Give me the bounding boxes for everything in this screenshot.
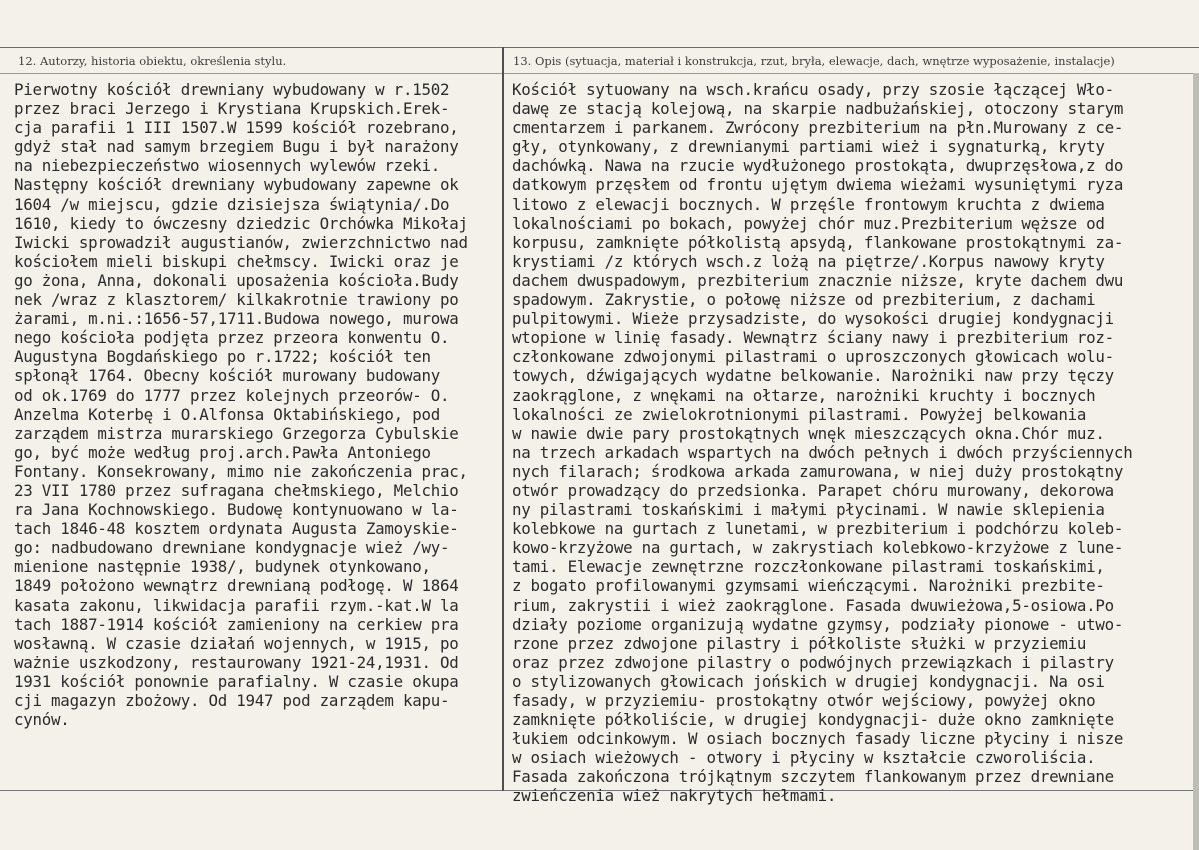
text-line: ważnie uszkodzony, restaurowany 1921-24,1931. Od bbox=[14, 652, 459, 672]
text-line: towych, dźwigających wydatne belkowanie. Narożniki naw przy tęczy bbox=[512, 366, 1114, 386]
text-line: Pierwotny kościół drewniany wybudowany w r.1502 bbox=[14, 80, 450, 99]
text-line: od ok.1769 do 1777 przez kolejnych przeorów- O. bbox=[14, 385, 450, 405]
text-line: 1604 /w miejscu, gdzie dzisiejsza świątynia/.Do bbox=[14, 194, 450, 214]
text-line: cja parafii 1 III 1507.W 1599 kościół rozebrano, bbox=[14, 118, 459, 138]
text-line: działy poziome organizują wydatne gzymsy, podziały pionowe - utwo- bbox=[512, 614, 1124, 634]
text-line: tami. Elewacje zewnętrzne rozczłonkowane pilastrami toskańskimi, bbox=[512, 557, 1105, 577]
text-line: kościołem mieli biskupi chełmscy. Iwicki oraz je bbox=[14, 251, 459, 271]
text-line: ny pilastrami toskańskimi i małymi płycinami. W nawie sklepienia bbox=[512, 500, 1105, 520]
text-line: go, być może według proj.arch.Pawła Antoniego bbox=[14, 442, 431, 462]
text-line: tach 1887-1914 kościół zamieniony na cerkiew pra bbox=[14, 614, 459, 634]
text-line: 23 VII 1780 przez sufragana chełmskiego, Melchio bbox=[14, 480, 459, 500]
text-line: na trzech arkadach wspartych na dwóch pełnych i dwóch przyściennych bbox=[512, 442, 1133, 462]
text-line: członkowane zdwojonymi pilastrami o uproszczonych głowicach wolu- bbox=[512, 347, 1114, 367]
text-line: kolebkowe na gurtach z lunetami, w prezbiterium i podchórzu koleb- bbox=[512, 519, 1124, 539]
text-line: gdyż stał nad samym brzegiem Bugu i był narażony bbox=[14, 137, 459, 157]
section-13-heading: 13. Opis (sytuacja, materiał i konstrukcja, rzut, bryła, elewacje, dach, wnętrze wyposażenie, instalacje) bbox=[513, 54, 1115, 68]
text-line: otwór prowadzący do przedsionka. Parapet chóru murowany, dekorowa bbox=[512, 480, 1114, 500]
text-line: lokalnościami po bokach, powyżej chór muz.Prezbiterium węższe od bbox=[512, 213, 1105, 233]
text-line: cmentarzem i parkanem. Zwrócony prezbiterium na płn.Murowany z ce- bbox=[512, 118, 1124, 138]
text-line: 1931 kościół ponownie parafialny. W czasie okupa bbox=[14, 671, 459, 691]
text-line: spadowym. Zakrystie, o połowę niższe od prezbiterium, z dachami bbox=[512, 290, 1096, 310]
text-line: litowo z elewacji bocznych. W przęśle frontowym kruchta z dwiema bbox=[512, 194, 1105, 214]
text-line: krystiami /z których wsch.z lożą na piętrze/.Korpus nawowy kryty bbox=[512, 251, 1105, 271]
text-line: wtopione w linię fasady. Wewnątrz ściany nawy i prezbiterium roz- bbox=[512, 328, 1114, 348]
text-line: tach 1846-48 kosztem ordynata Augusta Zamoyskie- bbox=[14, 519, 459, 539]
text-line: zarządem mistrza murarskiego Grzegorza Cybulskie bbox=[14, 423, 459, 443]
top-rule bbox=[0, 47, 1199, 48]
text-line: 1610, kiedy to ówczesny dziedzic Orchówka Mikołaj bbox=[14, 213, 468, 233]
text-line: oraz przez zdwojone pilastry o podwójnych przewiązkach i pilastry bbox=[512, 652, 1114, 672]
text-line: gły, otynkowany, z drewnianymi partiami wież i sygnaturką, kryty bbox=[512, 137, 1105, 157]
text-line: 1849 położono wewnątrz drewnianą podłogę. W 1864 bbox=[14, 576, 459, 596]
text-line: zwieńczenia wież nakrytych hełmami. bbox=[512, 786, 837, 806]
header-rule bbox=[0, 73, 1199, 74]
text-line: zamknięte półkoliście, w drugiej kondygnacji- duże okno zamknięte bbox=[512, 710, 1114, 730]
text-line: cynów. bbox=[14, 710, 70, 730]
text-line: dachówką. Nawa na rzucie wydłużonego prostokąta, dwuprzęsłowa,z do bbox=[512, 156, 1124, 176]
text-line: Fasada zakończona trójkątnym szczytem flankowanym przez drewniane bbox=[512, 767, 1114, 787]
text-line: z bogato profilowanymi gzymsami wieńczącymi. Narożniki prezbite- bbox=[512, 576, 1105, 596]
text-line: kasata zakonu, likwidacja parafii rzym.-kat.W la bbox=[14, 595, 459, 615]
text-line: korpusu, zamknięte półkolistą apsydą, flankowane prostokątnymi za- bbox=[512, 232, 1124, 252]
text-line: zaokrąglone, z wnękami na ołtarze, narożniki kruchty i bocznych bbox=[512, 385, 1096, 405]
text-line: Następny kościół drewniany wybudowany zapewne ok bbox=[14, 175, 459, 195]
text-line: dawę ze stacją kolejową, na skarpie nadbużańskiej, otoczony starym bbox=[512, 99, 1124, 119]
text-line: Anzelma Koterbę i O.Alfonsa Oktabińskiego, pod bbox=[14, 404, 440, 424]
text-line: ra Jana Kochnowskiego. Budowę kontynuowano w la- bbox=[14, 500, 459, 520]
description-text bbox=[512, 80, 1198, 806]
text-line: w osiach wieżowych - otwory i płyciny w kształcie czworoliścia. bbox=[512, 748, 1096, 768]
text-line: w nawie dwie pary prostokątnych wnęk mieszczących okna.Chór muz. bbox=[512, 423, 1105, 443]
text-line: dachem dwuspadowym, prezbiterium znacznie niższe, kryte dachem dwu bbox=[512, 270, 1124, 290]
text-line: spłonął 1764. Obecny kościół murowany budowany bbox=[14, 366, 440, 386]
text-line: przez braci Jerzego i Krystiana Krupskich.Erek- bbox=[14, 99, 450, 119]
section-12-heading: 12. Autorzy, historia obiektu, określenia stylu. bbox=[18, 54, 287, 68]
text-line: Iwicki sprowadził augustianów, zwierzchnictwo nad bbox=[14, 232, 468, 252]
text-line: łukiem odcinkowym. W osiach bocznych fasady liczne płyciny i nisze bbox=[512, 729, 1124, 749]
text-line: o stylizowanych głowicach jońskich w drugiej kondygnacji. Na osi bbox=[512, 671, 1105, 691]
text-line: wosławną. W czasie działań wojennych, w 1915, po bbox=[14, 633, 459, 653]
text-line: kowo-krzyżowe na gurtach, w zakrystiach kolebkowo-krzyżowe z lune- bbox=[512, 538, 1124, 558]
text-line: Kościół sytuowany na wsch.krańcu osady, przy szosie łączącej Wło- bbox=[512, 80, 1114, 99]
text-line: nego kościoła podjęta przez przeora konwentu O. bbox=[14, 328, 450, 348]
text-line: nych filarach; środkowa arkada zamurowana, w niej duży prostokątny bbox=[512, 461, 1124, 481]
text-line: na niebezpieczeństwo wiosennych wylewów rzeki. bbox=[14, 156, 440, 176]
text-line: datkowym przęsłem od frontu ujętym dwiema wieżami wysuniętymi ryza bbox=[512, 175, 1124, 195]
history-text bbox=[14, 80, 500, 729]
text-line: rium, zakrystii i wież zaokrąglone. Fasada dwuwieżowa,5-osiowa.Po bbox=[512, 595, 1114, 615]
text-line: cji magazyn zbożowy. Od 1947 pod zarządem kapu- bbox=[14, 691, 450, 710]
text-line: go żona, Anna, dokonali uposażenia kościoła.Budy bbox=[14, 270, 459, 290]
text-line: fasady, w przyziemiu- prostokątny otwór wejściowy, powyżej okno bbox=[512, 691, 1096, 710]
text-line: lokalności ze zwielokrotnionymi pilastrami. Powyżej belkowania bbox=[512, 404, 1087, 424]
column-divider bbox=[502, 47, 504, 791]
text-line: Augustyna Bogdańskiego po r.1722; kościół ten bbox=[14, 347, 431, 367]
text-line: rzone przez zdwojone pilastry i półkoliste służki w przyziemiu bbox=[512, 633, 1087, 653]
text-line: nek /wraz z klasztorem/ kilkakrotnie trawiony po bbox=[14, 290, 459, 310]
text-line: mienione następnie 1938/, budynek otynkowano, bbox=[14, 557, 431, 577]
text-line: go: nadbudowano drewniane kondygnacje wież /wy- bbox=[14, 538, 450, 558]
text-line: Fontany. Konsekrowany, mimo nie zakończenia prac, bbox=[14, 461, 468, 481]
text-line: pulpitowymi. Wieże przysadziste, do wysokości drugiej kondygnacji bbox=[512, 309, 1114, 329]
text-line: żarami, m.ni.:1656-57,1711.Budowa nowego, murowa bbox=[14, 309, 459, 329]
